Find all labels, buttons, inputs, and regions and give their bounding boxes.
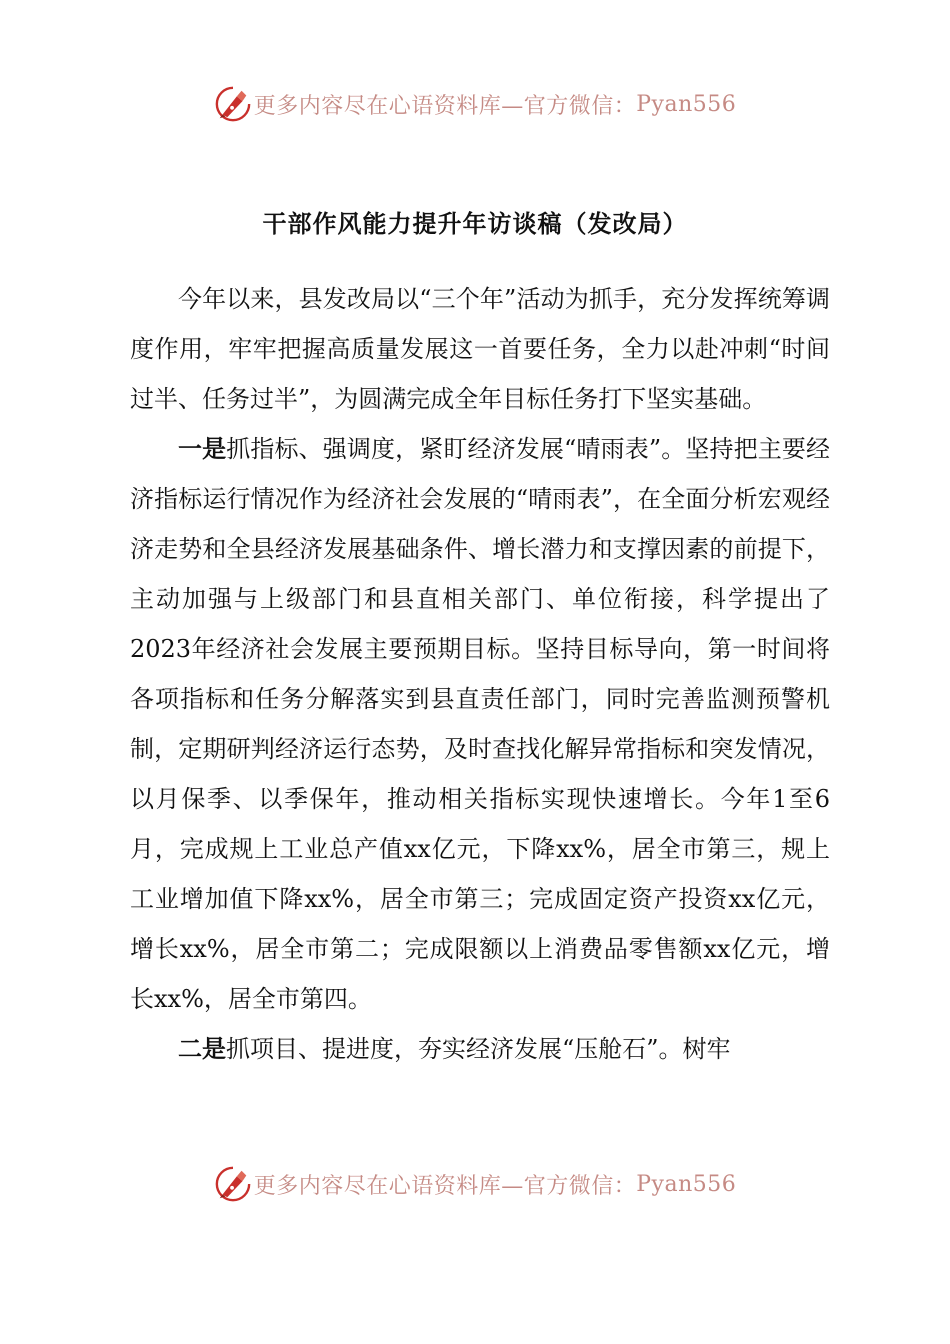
watermark-header (0, 82, 950, 126)
paragraph-lead: 一是 (178, 434, 227, 463)
paragraph-text: 今年以来，县发改局以“三个年”活动为抓手，充分发挥统筹调度作用，牢牢把握高质量发展这一首要任务，全力以赴冲刺“时间过半、任务过半”，为圆满完成全年目标任务打下坚实基础。 (130, 285, 830, 413)
watermark-text: 更多内容尽在心语资料库—官方微信： (253, 1173, 637, 1199)
watermark-footer (0, 1162, 950, 1206)
paragraph (130, 274, 830, 424)
paragraph-text: 抓指标、强调度，紧盯经济发展“晴雨表”。坚持把主要经济指标运行情况作为经济社会发展的“晴雨表”，在全面分析宏观经济走势和全县经济发展基础条件、增长潜力和支撑因素的前提下，主动加强与上级部门和县直相关部门、单位衔接，科学提出了2023年经济社会发展主要预期目标。坚持目标导向，第一时间将各项指标和任务分解落实到县直责任部门，同时完善监测预警机制，定期研判经济运行态势，及时查找化解异常指标和突发情况，以月保季、以季保年，推动相关指标实现快速增长。今年1至6月，完成规上工业总产值xx亿元，下降xx%，居全市第三，规上工业增加值下降xx%，居全市第三；完成固定资产投资xx亿元，增长xx%，居全市第二；完成限额以上消费品零售额xx亿元，增长xx%，居全市第四。 (130, 435, 831, 1013)
watermark-handle: Pyan556 (636, 91, 737, 117)
document-body (130, 274, 830, 1074)
paragraph-lead: 二是 (178, 1034, 226, 1063)
paragraph (130, 424, 830, 1024)
watermark-text: 更多内容尽在心语资料库—官方微信： (253, 93, 637, 119)
paragraph-text: 抓项目、提进度，夯实经济发展“压舱石”。树牢 (226, 1035, 731, 1063)
paragraph (130, 1024, 830, 1074)
pen-nib-circle-icon (214, 85, 252, 123)
document-title: 干部作风能力提升年访谈稿（发改局） (262, 209, 688, 238)
pen-nib-circle-icon (214, 1165, 252, 1203)
watermark-handle: Pyan556 (636, 1171, 737, 1197)
